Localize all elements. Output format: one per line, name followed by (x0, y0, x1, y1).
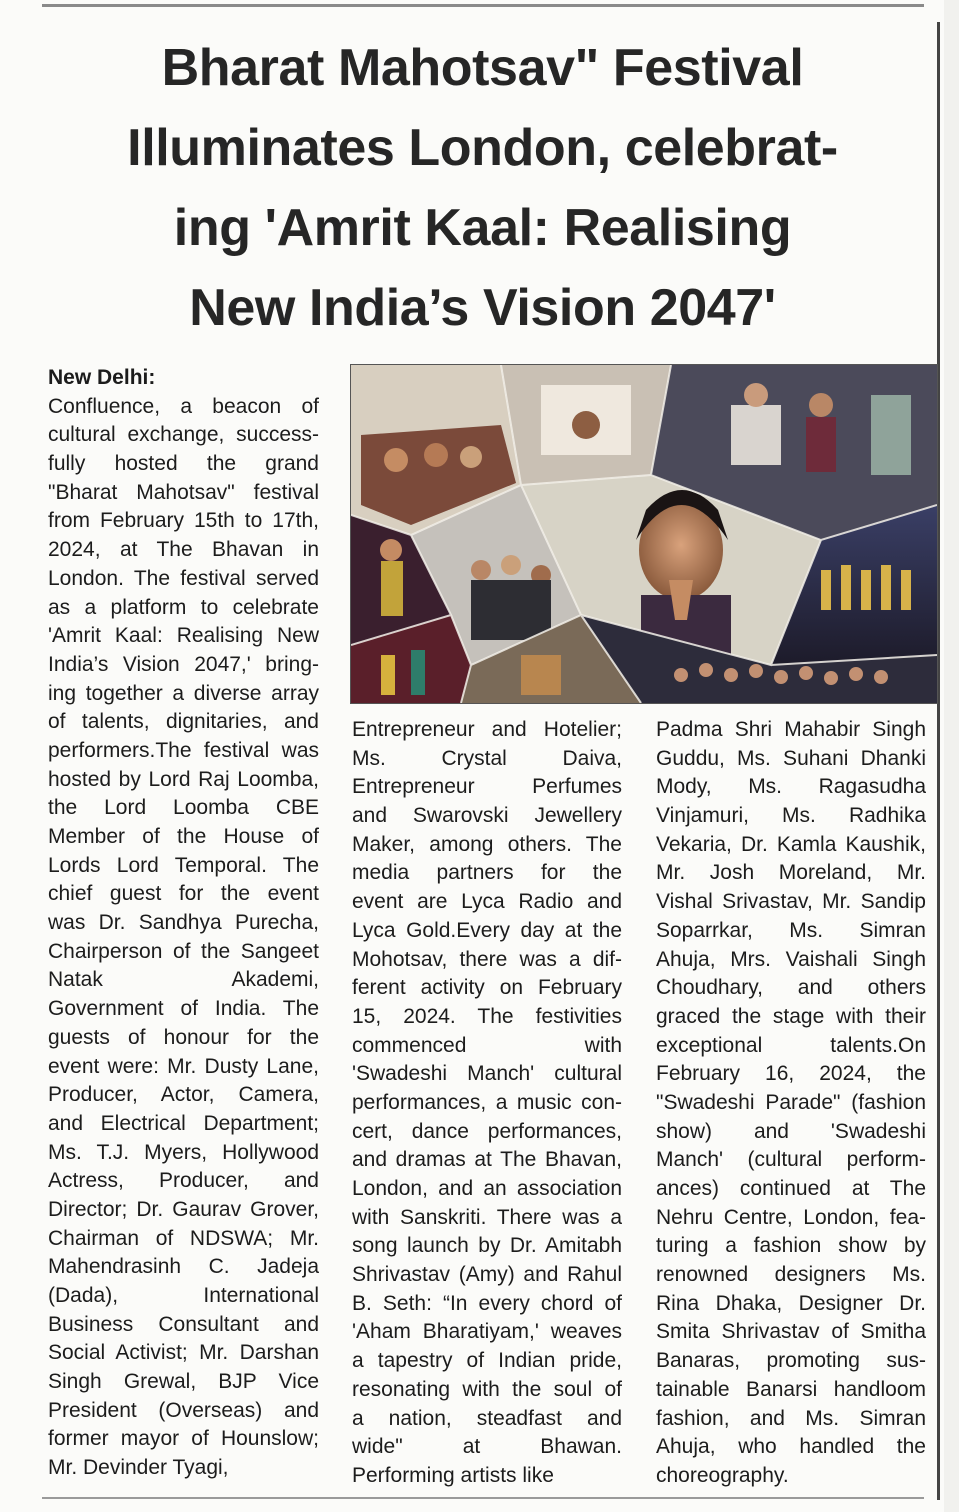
article-text-line: ances) continued at The (656, 1177, 926, 1200)
article-text-line: 'Aham Bharatiyam,' weaves (352, 1320, 622, 1344)
headline-line: ing 'Amrit Kaal: Realising (173, 199, 792, 257)
article-text-line: Vishal Srivastav, Mr. Sandip (656, 890, 926, 914)
article-text-line: Business Consultant and (48, 1312, 319, 1336)
article-text-line: Natak Akademi, (48, 968, 319, 992)
article-text-line: Manch' (cultural perform- (656, 1148, 926, 1172)
article-text-line: event are Lyca Radio and (352, 890, 622, 914)
article-text-line: choreography. (656, 1463, 789, 1487)
article-text-line: exceptional talents.On (656, 1033, 926, 1057)
article-text-line: of talents, dignitaries, and (48, 710, 319, 734)
article-text-line: fashion, and Ms. Simran (656, 1406, 926, 1430)
article-text-line: renowned designers Ms. (656, 1263, 926, 1287)
article-text-line: India’s Vision 2047,' bring- (48, 652, 319, 676)
article-text-line: 2024, at The Bhavan in (48, 538, 319, 562)
article-text-line: ing together a diverse array (48, 681, 319, 705)
article-text-line: Mr. Josh Moreland, Mr. (656, 861, 926, 885)
headline-line: Bharat Mahotsav" Festival (161, 39, 804, 97)
article-text-line: turing a fashion show by (656, 1234, 926, 1258)
article-text-line: Mody, Ms. Ragasudha (656, 775, 926, 799)
article-text-line: Vekaria, Dr. Kamla Kaushik, (656, 832, 926, 856)
article-text-line: Confluence, a beacon of (48, 394, 319, 418)
article-text-line: Ms. Crystal Daiva, (352, 746, 622, 770)
article-text-line: commenced with (352, 1033, 622, 1057)
article-text-line: Ahuja, Mrs. Vaishali Singh (656, 947, 926, 971)
article-text-line: guests of honour for the (48, 1025, 319, 1049)
article-text-line: and Swarovski Jewellery (352, 804, 622, 828)
column-divider-rule (937, 22, 940, 1500)
adjacent-page-fragment (944, 0, 959, 1512)
column-2-text (352, 716, 622, 1491)
article-text-line: Chairperson of the Sangeet (48, 939, 319, 963)
article-column-1 (48, 364, 319, 1483)
article-text-line: a tapestry of Indian pride, (352, 1349, 622, 1373)
article-text-line: Performing artists like (352, 1463, 554, 1487)
article-text-line: Nehru Centre, London, fea- (656, 1205, 926, 1229)
article-text-line: Ahuja, who handled the (656, 1435, 926, 1459)
photo-collage-image (350, 364, 938, 704)
article-text-line: February 16, 2024, the (656, 1062, 926, 1086)
article-text-line: resonating with the soul of (352, 1377, 622, 1401)
dateline: New Delhi: (48, 366, 156, 389)
article-text-line: "Swadeshi Parade" (fashion (656, 1090, 926, 1114)
article-text-line: 'Amrit Kaal: Realising New (48, 624, 319, 648)
article-text-line: chief guest for the event (48, 882, 319, 906)
article-text-line: graced the stage with their (656, 1004, 926, 1028)
article-text-line: Mohotsav, there was a dif- (352, 947, 622, 971)
article-text-line: Mr. Devinder Tyagi, (48, 1456, 229, 1480)
article-text-line: performances, a music con- (352, 1090, 622, 1114)
article-text-line: Producer, Actor, Camera, (48, 1083, 319, 1107)
bottom-rule (42, 1497, 924, 1499)
article-text-line: Social Activist; Mr. Darshan (48, 1341, 319, 1365)
article-text-line: tainable Banarsi handloom (656, 1377, 926, 1401)
article-text-line: with Sanskriti. There was a (352, 1205, 622, 1229)
article-text-line: "Bharat Mahotsav" festival (48, 480, 319, 504)
article-text-line: former mayor of Hounslow; (48, 1427, 319, 1451)
article-text-line: London, and an association (352, 1177, 622, 1200)
article-text-line: Ms. T.J. Myers, Hollywood (48, 1140, 319, 1164)
article-text-line: President (Overseas) and (48, 1398, 319, 1422)
column-1-text (48, 393, 319, 1483)
article-text-line: cultural exchange, success- (48, 423, 319, 447)
article-text-line: Shrivastav (Amy) and Rahul (352, 1263, 622, 1287)
article-text-line: Actress, Producer, and (48, 1169, 319, 1193)
article-column-2 (352, 716, 622, 1491)
article-text-line: Rina Dhaka, Designer Dr. (656, 1291, 926, 1315)
article-text-line: a nation, steadfast and (352, 1406, 622, 1430)
article-text-line: song launch by Dr. Amitabh (352, 1234, 622, 1258)
article-text-line: show) and 'Swadeshi (656, 1119, 926, 1143)
article-text-line: Smita Shrivastav of Smitha (656, 1320, 926, 1344)
article-text-line: cert, dance performances, (352, 1119, 622, 1143)
article-text-line: media partners for the (352, 861, 622, 885)
article-text-line: 'Swadeshi Manch' cultural (352, 1062, 622, 1086)
article-text-line: Banaras, promoting sus- (656, 1349, 926, 1373)
article-text-line: Padma Shri Mahabir Singh (656, 718, 926, 741)
article-text-line: Singh Grewal, BJP Vice (48, 1370, 319, 1394)
article-text-line: Entrepreneur and Hotelier; (352, 718, 622, 741)
top-rule (42, 4, 924, 7)
article-text-line: Chairman of NDSWA; Mr. (48, 1226, 319, 1250)
article-text-line: Government of India. The (48, 997, 319, 1021)
article-column-3 (656, 716, 926, 1491)
article-text-line: wide" at Bhawan. (352, 1435, 622, 1459)
article-text-line: Mahendrasinh C. Jadeja (48, 1255, 319, 1279)
column-3-text (656, 716, 926, 1491)
article-text-line: as a platform to celebrate (48, 595, 319, 619)
article-text-line: was Dr. Sandhya Purecha, (48, 911, 319, 935)
article-text-line: B. Seth: “In every chord of (352, 1291, 622, 1315)
article-text-line: Maker, among others. The (352, 832, 622, 856)
article-text-line: 15, 2024. The festivities (352, 1004, 622, 1028)
article-text-line: Director; Dr. Gaurav Grover, (48, 1197, 319, 1221)
article-text-line: (Dada), International (48, 1284, 319, 1307)
article-text-line: Member of the House of (48, 825, 319, 848)
article-text-line: the Lord Loomba CBE (48, 796, 319, 820)
article-text-line: ferent activity on February (352, 976, 622, 1000)
article-headline (40, 28, 925, 348)
article-text-line: Choudhary, and others (656, 976, 926, 1000)
article-text-line: Soparrkar, Ms. Simran (656, 918, 926, 942)
article-text-line: hosted by Lord Raj Loomba, (48, 767, 319, 791)
article-text-line: Vinjamuri, Ms. Radhika (656, 804, 926, 828)
article-text-line: from February 15th to 17th, (48, 509, 319, 533)
article-text-line: Lyca Gold.Every day at the (352, 918, 622, 942)
article-text-line: fully hosted the grand (48, 452, 319, 476)
article-text-line: and dramas at The Bhavan, (352, 1148, 622, 1172)
headline-line: New India’s Vision 2047' (189, 279, 776, 337)
headline-line: Illuminates London, celebrat- (127, 119, 838, 177)
article-text-line: event were: Mr. Dusty Lane, (48, 1054, 319, 1078)
article-text-line: London. The festival served (48, 566, 319, 590)
article-text-line: Guddu, Ms. Suhani Dhanki (656, 746, 926, 770)
article-text-line: performers.The festival was (48, 738, 319, 762)
article-text-line: and Electrical Department; (48, 1111, 319, 1135)
article-text-line: Lords Lord Temporal. The (48, 853, 319, 877)
article-text-line: Entrepreneur Perfumes (352, 775, 622, 799)
